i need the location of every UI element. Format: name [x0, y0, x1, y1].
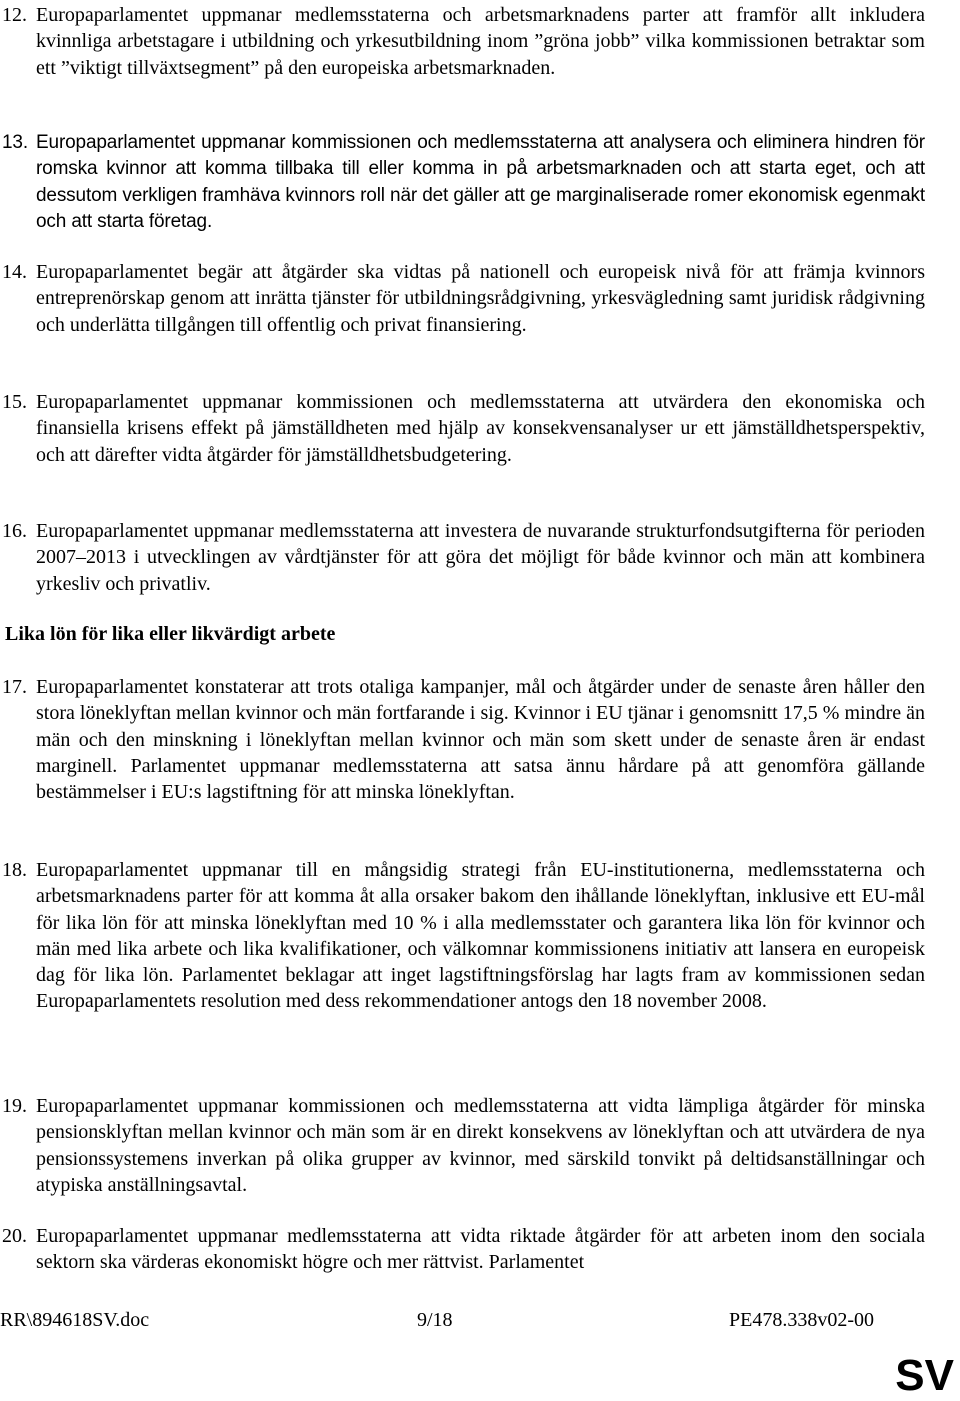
- paragraph-number: 14.: [2, 261, 27, 283]
- paragraph-text: Europaparlamentet uppmanar medlemsstaterna och arbetsmarknadens parter att framför allt inkludera kvinnliga arbetstagare i utbildning och yrkesutbildning inom ”gröna jobb” vilka kommissionen betraktar som ett ”viktigt tillväxtsegment” på den europeiska arbetsmarknaden.: [36, 4, 925, 79]
- paragraph-number: 18.: [2, 859, 27, 881]
- paragraph-18: [0, 857, 925, 1015]
- paragraph-number: 16.: [2, 520, 27, 542]
- paragraph-text: Europaparlamentet uppmanar kommissionen och medlemsstaterna att analysera och eliminera hindren för romska kvinnor att komma tillbaka till eller komma in på arbetsmarknaden och att starta eget, och att dessutom verkligen framhäva kvinnors roll när det gäller att ge marginaliserade romer ekonomisk egenmakt och att starta företag.: [36, 132, 925, 232]
- language-code: SV: [895, 1351, 954, 1400]
- paragraph-12: [0, 2, 925, 81]
- paragraph-number: 17.: [2, 676, 27, 698]
- footer-doc-ref: RR\894618SV.doc: [0, 1309, 150, 1331]
- paragraph-20: [0, 1223, 925, 1276]
- paragraph-text: Europaparlamentet uppmanar kommissionen och medlemsstaterna att utvärdera den ekonomiska och finansiella krisens effekt på jämställdheten med hjälp av konsekvensanalyser ur ett jämställdhetsperspektiv, och att därefter vidta åtgärder för jämställdhetsbudgetering.: [36, 391, 925, 466]
- paragraph-13: [0, 130, 925, 235]
- paragraph-text: Europaparlamentet begär att åtgärder ska vidtas på nationell och europeisk nivå för att främja kvinnors entreprenörskap genom att inrätta tjänster för utbildningsrådgivning, yrkesvägledning samt juridisk rådgivning och underlätta tillgången till offentlig och privat finansiering.: [36, 261, 925, 336]
- section-heading: Lika lön för lika eller likvärdigt arbete: [5, 623, 336, 645]
- paragraph-text: Europaparlamentet uppmanar till en mångsidig strategi från EU-institutionerna, medlemsstaterna och arbetsmarknadens parter för att komma åt alla orsaker bakom den ihållande löneklyftan, inklusive ett EU-mål för lika lön för att minska löneklyftan med 10 % i alla medlemsstater och garantera lika lön för kvinnor och män med lika arbete och lika kvalifikationer, och välkomnar kommissionens initiativ att lansera en europeisk dag för lika lön. Parlamentet beklagar att inget lagstiftningsförslag har lagts fram av kommissionen sedan Europaparlamentets resolution med dess rekommendationer antogs den 18 november 2008.: [36, 859, 925, 1013]
- footer-page-number: 9/18: [417, 1309, 453, 1331]
- paragraph-text: Europaparlamentet uppmanar medlemsstaterna att vidta riktade åtgärder för att arbeten inom den sociala sektorn ska värderas ekonomiskt högre och mer rättvist. Parlamentet: [36, 1225, 925, 1274]
- paragraph-number: 20.: [2, 1225, 27, 1247]
- paragraph-19: [0, 1093, 925, 1198]
- paragraph-number: 12.: [2, 4, 27, 26]
- paragraph-17: [0, 674, 925, 805]
- paragraph-number: 15.: [2, 391, 27, 413]
- paragraph-text: Europaparlamentet uppmanar medlemsstaterna att investera de nuvarande strukturfondsutgifterna för perioden 2007–2013 i utvecklingen av vårdtjänster för att göra det möjligt för både kvinnor och män att kombinera yrkesliv och privatliv.: [36, 520, 925, 595]
- paragraph-15: [0, 389, 925, 468]
- paragraph-number: 13.: [2, 132, 28, 153]
- paragraph-number: 19.: [2, 1095, 27, 1117]
- footer-pe-ref: PE478.338v02-00: [729, 1309, 874, 1331]
- paragraph-16: [0, 518, 925, 597]
- paragraph-text: Europaparlamentet konstaterar att trots otaliga kampanjer, mål och åtgärder under de senaste åren håller den stora löneklyftan mellan kvinnor och män fortfarande i sig. Kvinnor i EU tjänar i genomsnitt 17,5 % mindre än män och den minskning i löneklyftan mellan kvinnor och män som skett under de senaste åren är endast marginell. Parlamentet uppmanar medlemsstaterna att satsa ännu hårdare på att genomföra gällande bestämmelser i EU:s lagstiftning för att minska löneklyftan.: [36, 676, 925, 804]
- paragraph-text: Europaparlamentet uppmanar kommissionen och medlemsstaterna att vidta lämpliga åtgärder för minska pensionsklyftan mellan kvinnor och män som är en direkt konsekvens av löneklyftan och att utvärdera de nya pensionssystemens inverkan på olika grupper av kvinnor, med särskild tonvikt på deltidsanställningar och atypiska anställningsavtal.: [36, 1095, 925, 1196]
- paragraph-14: [0, 259, 925, 338]
